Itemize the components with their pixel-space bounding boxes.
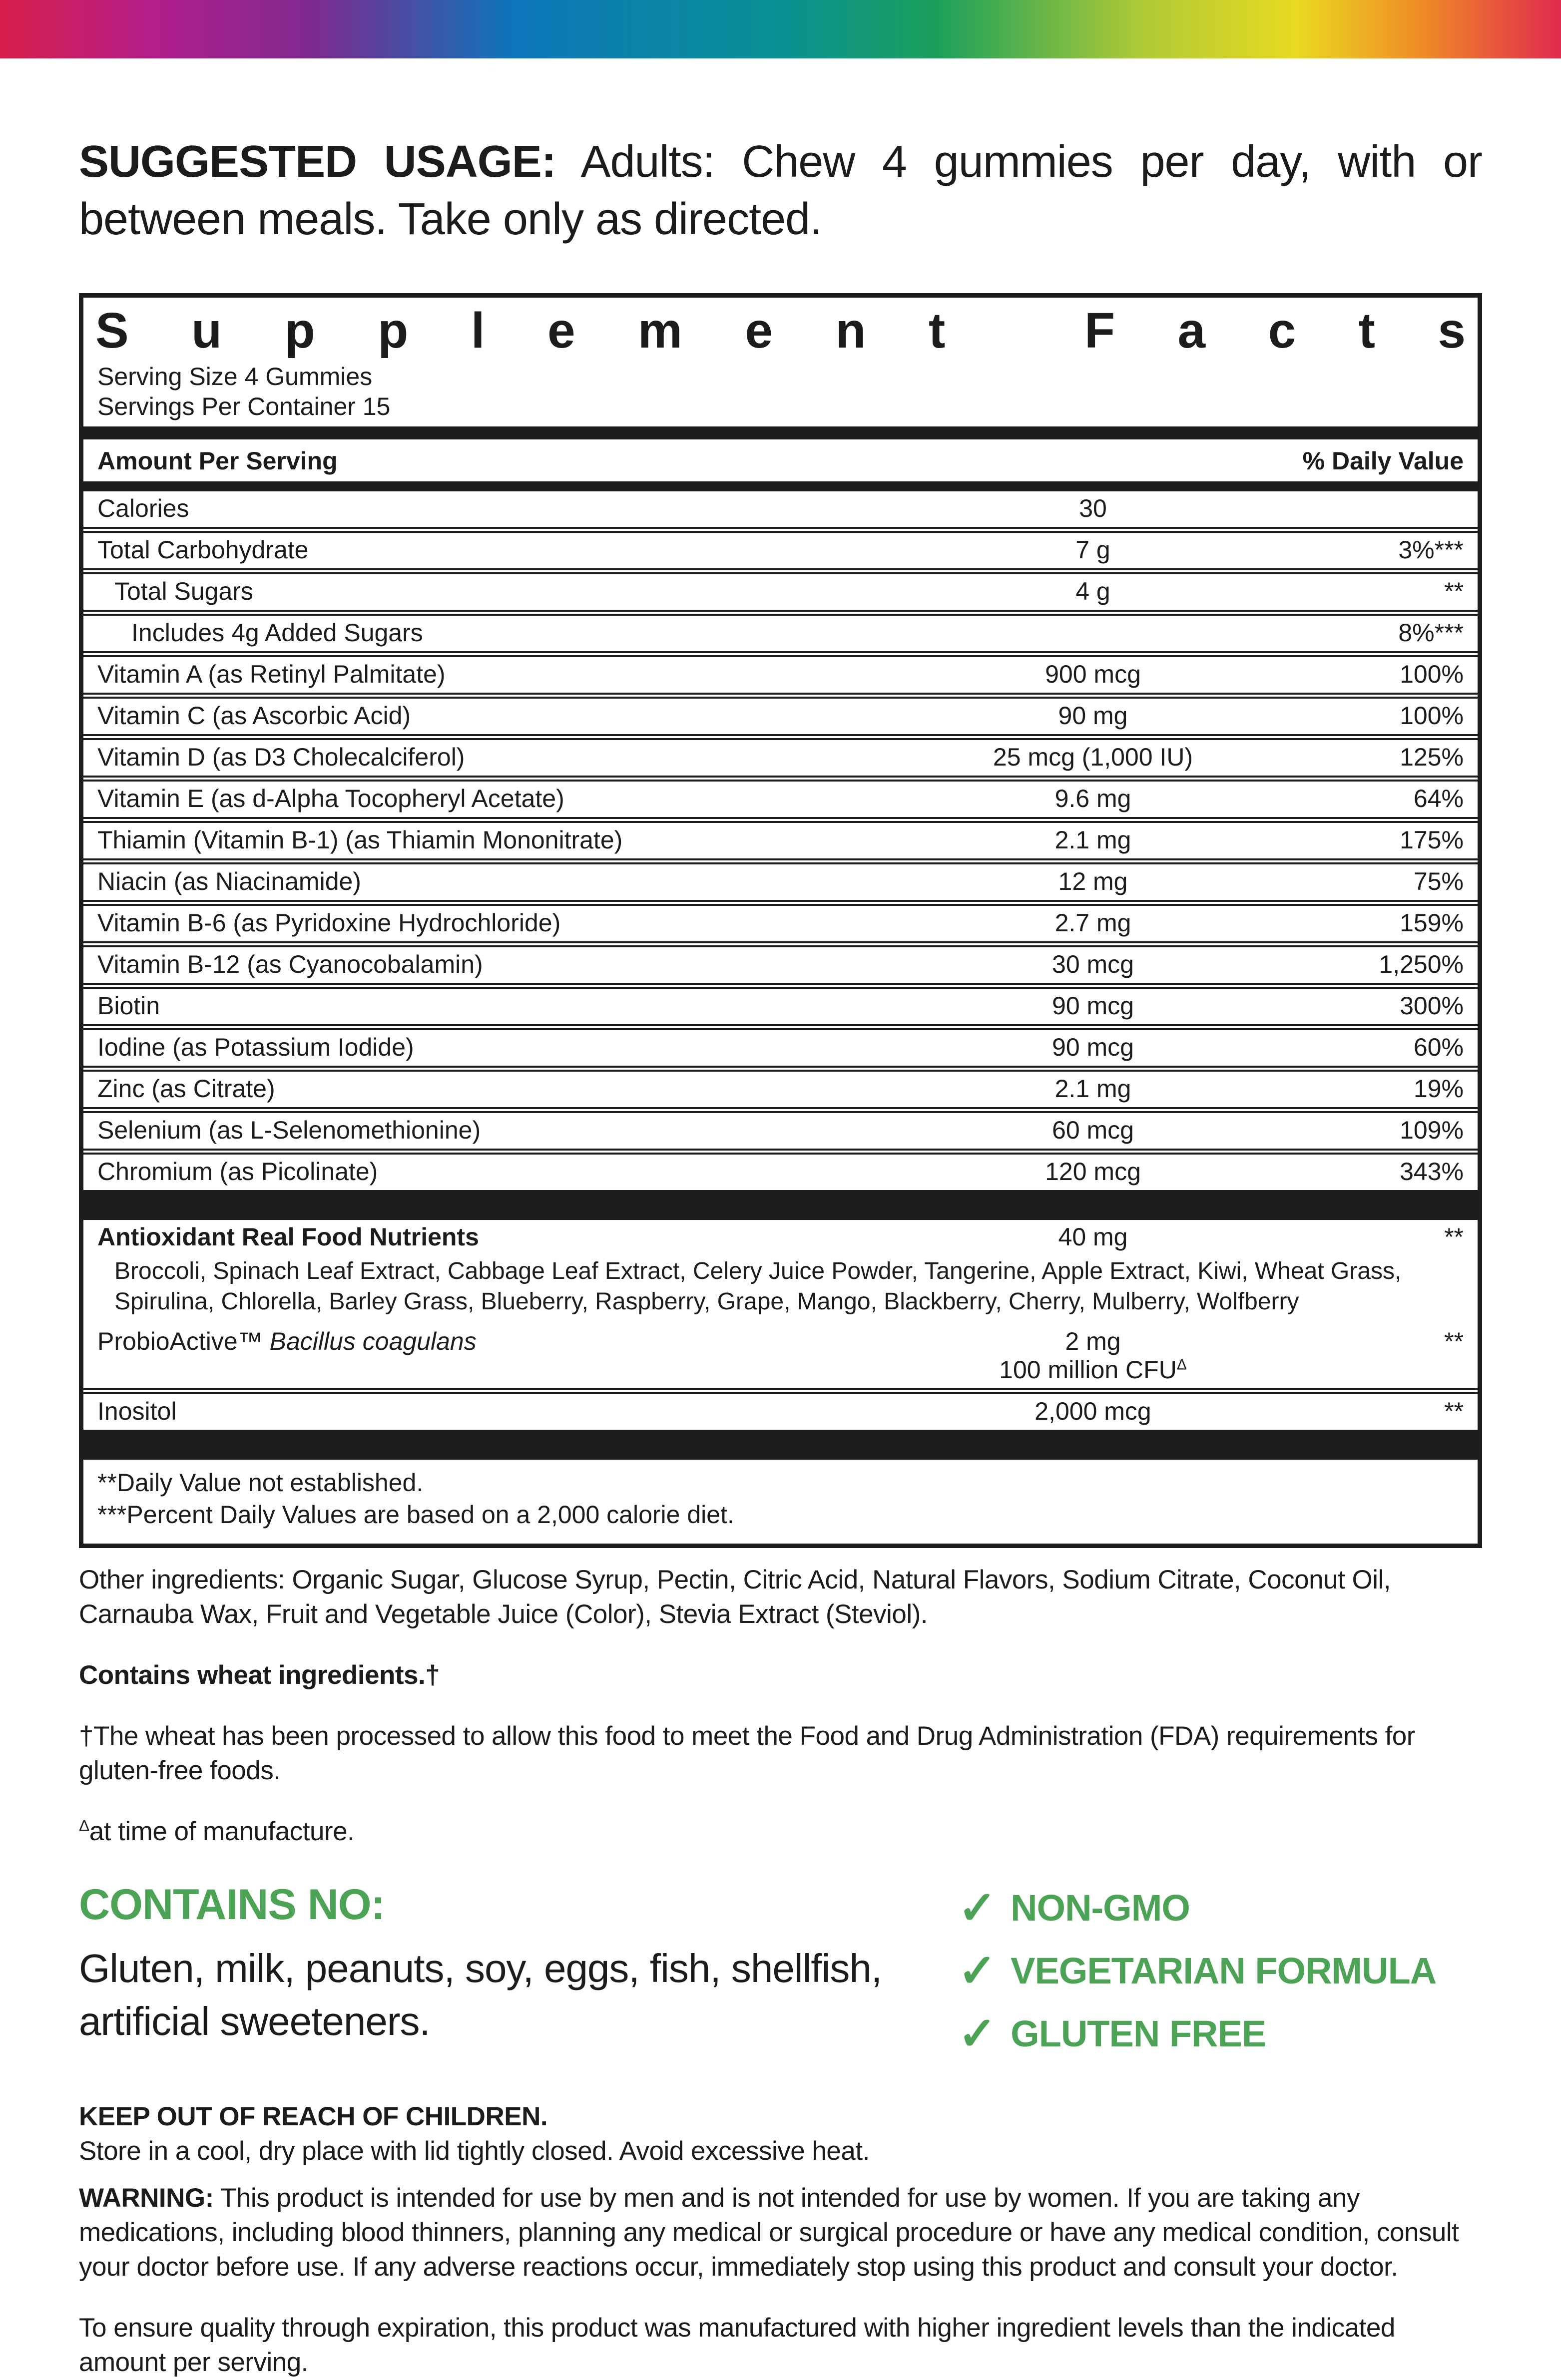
nutrient-amount: 12 mg <box>1058 867 1128 896</box>
manufacture-note: $^\Delta$at time of manufacture. <box>79 1816 355 1846</box>
supplement-facts-title: S u p p l e m e n t F a c t s <box>95 303 1466 359</box>
probioactive-brand: ProbioActive™ <box>97 1327 270 1356</box>
suggested-usage-label: SUGGESTED USAGE: <box>79 137 556 187</box>
nutrient-amount: 90 mg <box>1058 702 1128 730</box>
nutrient-rows <box>83 491 1478 1190</box>
manufacture-superscript-delta: Δ <box>79 1816 89 1835</box>
claim-badge <box>958 1882 1482 1934</box>
nutrient-amount: 2.1 mg <box>1054 826 1131 854</box>
nutrient-label: Zinc (as Citrate) <box>97 1075 275 1103</box>
nutrient-daily-value: 109% <box>1400 1116 1464 1145</box>
nutrient-row <box>83 693 1478 734</box>
nutrient-daily-value: 100% <box>1400 660 1464 689</box>
nutrient-daily-value: 175% <box>1400 826 1464 854</box>
label-sheet <box>0 133 1561 2380</box>
inositol-amount: 2,000 mcg <box>1035 1397 1151 1426</box>
suggested-usage-text: Adults: Chew 4 gummies per day, with or between meals. Take only as directed. <box>79 137 1482 245</box>
nutrient-label: Thiamin (Vitamin B-1) (as Thiamin Mononitrate) <box>97 826 623 854</box>
wheat-processing-note: †The wheat has been processed to allow this food to meet the Food and Drug Administration (FDA) requirements for gluten-free foods. <box>79 1721 1415 1785</box>
antioxidant-row <box>83 1220 1478 1255</box>
inositol-daily-value: ** <box>1444 1397 1464 1426</box>
nutrient-label: Includes 4g Added Sugars <box>131 619 423 647</box>
nutrient-daily-value: 343% <box>1400 1158 1464 1186</box>
nutrient-label: Vitamin B-12 (as Cyanocobalamin) <box>97 950 483 979</box>
probioactive-amount-mg: 2 mg <box>1065 1327 1121 1356</box>
probioactive-species: Bacillus coagulans <box>269 1327 477 1356</box>
nutrient-daily-value: 125% <box>1400 743 1464 772</box>
facts-header-row <box>83 439 1478 484</box>
nutrient-amount: 120 mcg <box>1045 1158 1141 1186</box>
nutrient-label: Selenium (as L-Selenomethionine) <box>97 1116 481 1145</box>
nutrient-amount: 900 mcg <box>1045 660 1141 689</box>
contains-no-left <box>79 1881 958 2074</box>
nutrient-label: Biotin <box>97 992 160 1020</box>
nutrient-daily-value: 159% <box>1400 909 1464 937</box>
nutrient-daily-value: 8%*** <box>1398 619 1464 647</box>
nutrient-row <box>83 491 1478 527</box>
nutrient-label: Calories <box>97 494 189 523</box>
nutrient-daily-value: 1,250% <box>1379 950 1464 979</box>
nutrient-row <box>83 527 1478 568</box>
probioactive-amount <box>928 1328 1258 1383</box>
nutrient-amount: 90 mcg <box>1052 1033 1134 1062</box>
inositol-row <box>83 1388 1478 1430</box>
nutrient-label: Niacin (as Niacinamide) <box>97 867 361 896</box>
warning-paragraph <box>79 2181 1482 2285</box>
keep-out-title: KEEP OUT OF REACH OF CHILDREN. <box>79 2101 548 2131</box>
quality-note: To ensure quality through expiration, this product was manufactured with higher ingredient levels than the indicated amount per serving. <box>79 2313 1395 2377</box>
checkmark-icon: ✓ <box>958 1882 997 1934</box>
antioxidant-label: Antioxidant Real Food Nutrients <box>97 1223 479 1251</box>
nutrient-daily-value: 60% <box>1413 1033 1464 1062</box>
nutrient-label: Vitamin E (as d-Alpha Tocopheryl Acetate) <box>97 785 564 813</box>
rainbow-gradient-bar <box>0 0 1561 58</box>
nutrient-row <box>83 610 1478 651</box>
servings-per-container: Servings Per Container 15 <box>97 393 391 421</box>
nutrient-label: Total Sugars <box>114 577 253 606</box>
nutrient-amount: 90 mcg <box>1052 992 1134 1020</box>
claim-badges <box>958 1881 1482 2074</box>
nutrient-daily-value: 75% <box>1413 867 1464 896</box>
nutrient-amount: 25 mcg (1,000 IU) <box>993 743 1193 772</box>
supplement-facts-panel <box>79 293 1482 1548</box>
nutrient-daily-value: 100% <box>1400 702 1464 730</box>
checkmark-icon: ✓ <box>958 1945 997 1996</box>
nutrient-daily-value: 300% <box>1400 992 1464 1020</box>
section-divider-bar <box>83 1190 1478 1220</box>
claim-badge-label: VEGETARIAN FORMULA <box>1011 1950 1437 1992</box>
warning-label: WARNING: <box>79 2183 214 2213</box>
antioxidant-daily-value: ** <box>1444 1223 1464 1251</box>
footnote-line: ***Percent Daily Values are based on a 2,000 calorie diet. <box>97 1501 734 1529</box>
nutrient-label: Total Carbohydrate <box>97 536 309 564</box>
nutrient-label: Vitamin B-6 (as Pyridoxine Hydrochloride) <box>97 909 561 937</box>
probioactive-amount-cfu: 100 million $CFU^\Delta$ <box>999 1356 1187 1384</box>
nutrient-row <box>83 734 1478 776</box>
inositol-label: Inositol <box>97 1397 177 1426</box>
antioxidant-ingredient-list: Broccoli, Spinach Leaf Extract, Cabbage Leaf Extract, Celery Juice Powder, Tangerine, Apple Extract, Kiwi, Wheat Grass, Spirulina, Chlorella, Barley Grass, Blueberry, Raspberry, Grape, Mango, Blackberry, Cherry, Mulberry, Wolfberry <box>114 1258 1402 1315</box>
probioactive-row <box>83 1324 1478 1388</box>
nutrient-label: Iodine (as Potassium Iodide) <box>97 1033 414 1062</box>
nutrient-daily-value: 19% <box>1413 1075 1464 1103</box>
amount-per-serving-header: Amount Per Serving <box>97 447 338 475</box>
footnotes <box>83 1460 1478 1544</box>
claim-badge-label: GLUTEN FREE <box>1011 2013 1266 2055</box>
nutrient-amount: 9.6 mg <box>1054 785 1131 813</box>
contains-wheat-note: Contains wheat ingredients.† <box>79 1660 440 1690</box>
nutrient-row <box>83 900 1478 941</box>
claim-badge-label: NON-GMO <box>1011 1887 1190 1929</box>
contains-no-section <box>79 1881 1482 2074</box>
claim-badge <box>958 2008 1482 2059</box>
nutrient-row <box>83 817 1478 858</box>
checkmark-icon: ✓ <box>958 2008 997 2059</box>
nutrient-amount: 2.1 mg <box>1054 1075 1131 1103</box>
suggested-usage <box>79 133 1482 248</box>
nutrient-amount: 2.7 mg <box>1054 909 1131 937</box>
nutrient-amount: 7 g <box>1075 536 1110 564</box>
nutrient-daily-value: ** <box>1444 577 1464 606</box>
claim-badge <box>958 1945 1482 1996</box>
antioxidant-amount: 40 mg <box>1058 1223 1128 1251</box>
contains-no-title: CONTAINS NO: <box>79 1880 385 1929</box>
nutrient-label: Chromium (as Picolinate) <box>97 1158 378 1186</box>
divider-bar <box>83 426 1478 439</box>
nutrient-row <box>83 776 1478 817</box>
nutrient-row <box>83 1107 1478 1149</box>
nutrient-label: Vitamin A (as Retinyl Palmitate) <box>97 660 446 689</box>
footnote-line: **Daily Value not established. <box>97 1469 424 1497</box>
nutrient-label: Vitamin C (as Ascorbic Acid) <box>97 702 411 730</box>
section-divider-bar <box>83 1430 1478 1460</box>
cfu-superscript-delta: Δ <box>1176 1356 1187 1373</box>
nutrient-amount: 4 g <box>1075 577 1110 606</box>
nutrient-amount: 30 <box>1079 494 1107 523</box>
nutrient-daily-value: 3%*** <box>1398 536 1464 564</box>
probioactive-label <box>83 1328 928 1355</box>
warning-text: This product is intended for use by men and is not intended for use by women. If you are taking any medications, including blood thinners, planning any medical or surgical procedure or have any medical condition, consult your doctor before use. If any adverse reactions occur, immediately stop using this product and consult your doctor. <box>79 2183 1459 2282</box>
probioactive-daily-value: ** <box>1444 1327 1464 1356</box>
daily-value-header: % Daily Value <box>1302 447 1464 475</box>
nutrient-row <box>83 651 1478 693</box>
nutrient-amount: 30 mcg <box>1052 950 1134 979</box>
nutrient-row <box>83 858 1478 900</box>
nutrient-row <box>83 1024 1478 1066</box>
nutrient-row <box>83 983 1478 1024</box>
nutrient-row <box>83 1149 1478 1190</box>
nutrient-amount: 60 mcg <box>1052 1116 1134 1145</box>
nutrient-label: Vitamin D (as D3 Cholecalciferol) <box>97 743 465 772</box>
storage-instructions: Store in a cool, dry place with lid tightly closed. Avoid excessive heat. <box>79 2136 870 2166</box>
other-ingredients: Other ingredients: Organic Sugar, Glucose Syrup, Pectin, Citric Acid, Natural Flavors, Sodium Citrate, Coconut Oil, Carnauba Wax, Fruit and Vegetable Juice (Color), Stevia Extract (Steviol). <box>79 1565 1391 1629</box>
serving-size: Serving Size 4 Gummies <box>97 363 373 391</box>
divider-bar <box>83 484 1478 491</box>
nutrient-row <box>83 941 1478 983</box>
keep-out-block <box>79 2100 1482 2169</box>
nutrient-row <box>83 568 1478 610</box>
nutrient-daily-value: 64% <box>1413 785 1464 813</box>
nutrient-row <box>83 1066 1478 1107</box>
contains-no-text: Gluten, milk, peanuts, soy, eggs, fish, shellfish, artificial sweeteners. <box>79 1946 882 2043</box>
